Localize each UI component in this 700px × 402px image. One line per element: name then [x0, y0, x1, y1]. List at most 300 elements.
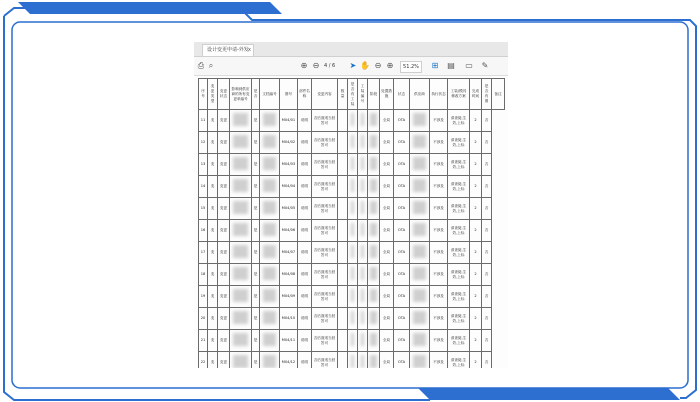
column-header: 是否有图	[482, 79, 492, 110]
zoom-in-icon[interactable]: ⊕	[386, 61, 394, 70]
cell-text: 说明	[300, 206, 309, 210]
redacted-value	[361, 245, 365, 258]
redacted-value	[233, 355, 248, 368]
table-cell	[394, 308, 410, 330]
column-header: 影响到供应商的所有变更单编号	[230, 79, 252, 110]
redacted-value	[361, 355, 365, 368]
redacted-value	[233, 223, 248, 236]
table-cell	[348, 264, 358, 286]
table-cell	[358, 132, 368, 154]
redacted-value	[263, 201, 277, 214]
table-cell	[482, 132, 492, 154]
table-cell	[230, 352, 252, 369]
table-row	[199, 110, 505, 132]
cell-text: 变更	[219, 316, 228, 320]
document-tab-title: 设计变更申请-外发	[207, 47, 249, 53]
cell-text: 全局	[382, 162, 391, 166]
table-cell	[218, 132, 230, 154]
redacted-value	[361, 179, 365, 192]
cell-text: 12	[200, 140, 206, 144]
table-cell	[358, 264, 368, 286]
redacted-value	[263, 113, 277, 126]
table-cell	[252, 220, 260, 242]
pen-icon[interactable]: ✎	[481, 61, 489, 70]
table-cell	[260, 110, 280, 132]
column-header: 工装编号	[358, 79, 368, 110]
table-cell	[380, 286, 394, 308]
table-cell	[260, 330, 280, 352]
cell-text: 变更	[219, 294, 228, 298]
cell-text: 是	[253, 118, 258, 122]
table-cell	[430, 264, 448, 286]
table-cell	[298, 330, 312, 352]
table-cell	[208, 154, 218, 176]
cell-text: 否	[484, 250, 489, 254]
table-cell	[448, 176, 470, 198]
table-cell	[312, 308, 338, 330]
cell-text: 否	[484, 118, 489, 122]
redacted-value	[361, 135, 365, 148]
cell-text: OTA	[397, 162, 406, 166]
table-cell	[394, 330, 410, 352]
table-cell	[260, 198, 280, 220]
highlight-icon[interactable]: ▤	[447, 61, 455, 70]
cell-text: 不涉及	[433, 338, 444, 342]
cell-text: 11	[200, 118, 206, 122]
cell-text: OTA	[397, 250, 406, 254]
table-cell	[358, 220, 368, 242]
cell-text: 全局	[382, 338, 391, 342]
cell-text: 说明	[300, 294, 309, 298]
table-cell	[348, 220, 358, 242]
cell-text: 请查阅,生效,上标	[450, 357, 467, 367]
table-cell	[358, 242, 368, 264]
cell-text: 2	[474, 118, 477, 122]
table-cell	[199, 198, 208, 220]
table-cell	[260, 308, 280, 330]
redacted-value	[370, 201, 377, 214]
table-cell	[208, 286, 218, 308]
redacted-value	[351, 245, 355, 258]
cell-text: 22	[200, 360, 206, 364]
cell-text: 否后面适当回答可	[313, 225, 336, 235]
redacted-value	[351, 267, 355, 280]
cell-text: 2	[474, 360, 477, 364]
table-cell	[298, 352, 312, 369]
redacted-value	[233, 179, 248, 192]
cell-text: M04/05	[281, 206, 296, 210]
redacted-value	[413, 157, 427, 170]
cell-text: 请查阅,生效,上标	[450, 159, 467, 169]
redacted-value	[413, 179, 427, 192]
table-cell	[252, 352, 260, 369]
table-cell	[199, 264, 208, 286]
table-cell	[208, 176, 218, 198]
redacted-value	[370, 355, 377, 368]
table-cell	[368, 242, 380, 264]
cell-text: 全局	[382, 360, 391, 364]
cell-text: 不涉及	[433, 360, 444, 364]
table-cell	[368, 330, 380, 352]
column-header: 执行状态	[430, 79, 448, 110]
cell-text: 15	[200, 206, 206, 210]
table-cell	[348, 110, 358, 132]
cell-text: 2	[474, 140, 477, 144]
cell-text: 否	[484, 206, 489, 210]
table-cell	[338, 330, 348, 352]
tab-bar	[194, 42, 508, 57]
cell-text: 2	[474, 316, 477, 320]
table-cell	[252, 286, 260, 308]
table-cell	[298, 220, 312, 242]
table-cell	[312, 286, 338, 308]
table-cell	[218, 198, 230, 220]
cell-text: 2	[474, 162, 477, 166]
table-cell	[208, 242, 218, 264]
table-cell	[470, 132, 482, 154]
table-cell	[260, 286, 280, 308]
hand-tool-icon[interactable]: ✋	[360, 61, 370, 70]
table-cell	[380, 308, 394, 330]
table-cell	[348, 154, 358, 176]
redacted-value	[233, 245, 248, 258]
comment-icon[interactable]: ▭	[465, 61, 473, 70]
cell-text: 全局	[382, 118, 391, 122]
cell-text: 说明	[300, 162, 309, 166]
table-cell	[470, 352, 482, 369]
cell-text: 变更	[219, 118, 228, 122]
redacted-value	[413, 245, 427, 258]
table-cell	[448, 330, 470, 352]
table-row	[199, 154, 505, 176]
cell-text: 2	[474, 206, 477, 210]
table-cell	[380, 132, 394, 154]
document-page	[194, 76, 508, 368]
cell-text: 是	[253, 162, 258, 166]
cell-text: M04/08	[281, 272, 296, 276]
cell-text: 否后面适当回答可	[313, 115, 336, 125]
table-cell	[348, 176, 358, 198]
cell-text: 是	[253, 228, 258, 232]
cell-text: 2	[474, 338, 477, 342]
table-cell	[380, 220, 394, 242]
table-cell	[348, 352, 358, 369]
table-cell	[208, 330, 218, 352]
cell-text: OTA	[397, 206, 406, 210]
redacted-value	[370, 223, 377, 236]
column-header: 文档编号	[260, 79, 280, 110]
cell-text: OTA	[397, 294, 406, 298]
table-cell	[218, 242, 230, 264]
table-row	[199, 242, 505, 264]
cell-text: 是	[253, 338, 258, 342]
table-cell	[218, 110, 230, 132]
table-cell	[410, 154, 430, 176]
cell-text: 变更	[219, 360, 228, 364]
redacted-value	[361, 223, 365, 236]
cell-text: 变	[210, 338, 215, 342]
table-cell	[430, 286, 448, 308]
cell-text: 请查阅,生效,上标	[450, 137, 467, 147]
table-cell	[470, 198, 482, 220]
redacted-value	[263, 245, 277, 258]
redacted-value	[233, 157, 248, 170]
table-cell	[368, 264, 380, 286]
cell-text: 是	[253, 206, 258, 210]
column-header: 图号	[280, 79, 298, 110]
redacted-value	[233, 289, 248, 302]
table-cell	[470, 242, 482, 264]
cell-text: M04/01	[281, 118, 296, 122]
redacted-value	[361, 201, 365, 214]
table-cell	[470, 308, 482, 330]
table-cell	[470, 220, 482, 242]
table-cell	[368, 110, 380, 132]
cell-text: 是	[253, 250, 258, 254]
table-cell	[358, 352, 368, 369]
table-cell	[338, 132, 348, 154]
table-cell	[410, 308, 430, 330]
table-cell	[298, 242, 312, 264]
document-tab[interactable]	[202, 44, 254, 56]
table-cell	[380, 352, 394, 369]
cell-text: 是	[253, 272, 258, 276]
cell-text: 变	[210, 294, 215, 298]
table-cell	[348, 132, 358, 154]
table-cell	[394, 242, 410, 264]
column-header: 状态	[394, 79, 410, 110]
table-cell	[252, 308, 260, 330]
table-cell	[199, 286, 208, 308]
cell-text: 否后面适当回答可	[313, 159, 336, 169]
cell-text: 说明	[300, 250, 309, 254]
print-icon[interactable]: ⎙	[197, 61, 205, 70]
cell-text: OTA	[397, 338, 406, 342]
redacted-value	[263, 135, 277, 148]
cell-text: 否	[484, 228, 489, 232]
cell-text: 2	[474, 184, 477, 188]
table-cell	[430, 132, 448, 154]
cell-text: 18	[200, 272, 206, 276]
cell-text: 否	[484, 272, 489, 276]
cell-text: OTA	[397, 360, 406, 364]
table-cell	[312, 154, 338, 176]
table-cell	[368, 286, 380, 308]
table-cell	[482, 220, 492, 242]
frame-bottom-tab	[418, 388, 680, 400]
table-cell	[312, 198, 338, 220]
cell-text: 变更	[219, 162, 228, 166]
redacted-value	[370, 311, 377, 324]
table-cell	[230, 176, 252, 198]
table-cell	[338, 176, 348, 198]
redacted-value	[351, 179, 355, 192]
table-cell	[252, 330, 260, 352]
table-cell	[338, 264, 348, 286]
cell-text: 是	[253, 294, 258, 298]
zoom-out-icon[interactable]: ⊖	[374, 61, 382, 70]
redacted-value	[413, 201, 427, 214]
table-cell	[208, 198, 218, 220]
page-down-icon[interactable]: ⊖	[312, 61, 320, 70]
redacted-value	[370, 245, 377, 258]
table-cell	[368, 176, 380, 198]
cell-text: 变	[210, 140, 215, 144]
cell-text: 14	[200, 184, 206, 188]
cell-text: 变更	[219, 250, 228, 254]
table-cell	[482, 242, 492, 264]
table-cell	[312, 132, 338, 154]
table-cell	[410, 176, 430, 198]
cell-text: 否后面适当回答可	[313, 137, 336, 147]
table-cell	[394, 176, 410, 198]
column-header: 备注	[492, 79, 505, 110]
table-cell	[312, 330, 338, 352]
table-cell	[230, 264, 252, 286]
table-cell	[260, 242, 280, 264]
table-cell	[430, 154, 448, 176]
column-header: 工装/模具修改方案	[448, 79, 470, 110]
zoom-level[interactable]: 51.2%	[400, 61, 422, 73]
table-cell	[280, 176, 298, 198]
table-cell	[230, 242, 252, 264]
toolbar	[194, 57, 508, 76]
table-cell	[348, 198, 358, 220]
table-cell	[482, 352, 492, 369]
page-up-icon[interactable]: ⊕	[300, 61, 308, 70]
redacted-value	[351, 135, 355, 148]
cell-text: 变	[210, 272, 215, 276]
cell-text: 变	[210, 250, 215, 254]
redacted-value	[361, 333, 365, 346]
table-cell	[394, 154, 410, 176]
table-cell	[260, 352, 280, 369]
table-cell	[380, 242, 394, 264]
cell-text: 说明	[300, 360, 309, 364]
cell-text: 说明	[300, 316, 309, 320]
redacted-value	[263, 157, 277, 170]
table-cell	[230, 308, 252, 330]
table-cell	[312, 242, 338, 264]
cell-text: OTA	[397, 316, 406, 320]
table-cell	[430, 198, 448, 220]
page-current[interactable]: 4	[324, 63, 328, 69]
table-cell	[252, 132, 260, 154]
cell-text: 请查阅,生效,上标	[450, 313, 467, 323]
table-cell	[230, 110, 252, 132]
cell-text: 否后面适当回答可	[313, 313, 336, 323]
table-cell	[348, 286, 358, 308]
redacted-value	[413, 135, 427, 148]
cell-text: 13	[200, 162, 206, 166]
table-row	[199, 264, 505, 286]
table-cell	[199, 154, 208, 176]
cell-text: 变	[210, 360, 215, 364]
cell-text: 变	[210, 184, 215, 188]
cell-text: 变更	[219, 140, 228, 144]
cell-text: 否	[484, 184, 489, 188]
table-cell	[298, 286, 312, 308]
cell-text: 变	[210, 316, 215, 320]
cell-text: 否后面适当回答可	[313, 357, 336, 367]
redacted-value	[413, 355, 427, 368]
redacted-value	[370, 333, 377, 346]
table-cell	[410, 330, 430, 352]
table-cell	[260, 154, 280, 176]
table-row	[199, 132, 505, 154]
redacted-value	[361, 289, 365, 302]
cell-text: M04/09	[281, 294, 296, 298]
table-cell	[199, 220, 208, 242]
cell-text: 否后面适当回答可	[313, 291, 336, 301]
select-cursor-icon[interactable]: ➤	[349, 61, 357, 70]
cell-text: 变更	[219, 184, 228, 188]
table-cell	[199, 308, 208, 330]
table-cell	[430, 110, 448, 132]
redacted-value	[233, 267, 248, 280]
table-cell	[312, 110, 338, 132]
redacted-value	[233, 311, 248, 324]
table-cell	[280, 154, 298, 176]
cell-text: 20	[200, 316, 206, 320]
table-cell	[252, 264, 260, 286]
table-cell	[312, 220, 338, 242]
table-cell	[338, 110, 348, 132]
table-cell	[482, 330, 492, 352]
table-cell	[338, 242, 348, 264]
column-header: 完成时间	[470, 79, 482, 110]
cell-text: 不涉及	[433, 162, 444, 166]
cell-text: 不涉及	[433, 250, 444, 254]
cell-text: 2	[474, 250, 477, 254]
cell-text: 否	[484, 140, 489, 144]
table-cell	[358, 176, 368, 198]
table-cell	[410, 132, 430, 154]
table-cell	[482, 264, 492, 286]
cell-text: OTA	[397, 184, 406, 188]
cell-text: 否	[484, 162, 489, 166]
table-cell	[448, 220, 470, 242]
table-cell	[430, 308, 448, 330]
cell-text: 变	[210, 162, 215, 166]
table-cell	[482, 176, 492, 198]
page-indicator[interactable]	[324, 61, 350, 71]
table-cell	[448, 308, 470, 330]
cell-text: OTA	[397, 140, 406, 144]
table-cell	[348, 330, 358, 352]
table-cell	[280, 132, 298, 154]
table-cell	[470, 110, 482, 132]
table-cell	[430, 176, 448, 198]
column-header: 数量	[338, 79, 348, 110]
table-cell	[199, 176, 208, 198]
table-cell	[280, 220, 298, 242]
table-cell	[448, 198, 470, 220]
table-cell	[470, 264, 482, 286]
table-cell	[280, 198, 298, 220]
cell-text: M04/06	[281, 228, 296, 232]
cell-text: 否	[484, 294, 489, 298]
column-header: 阶段	[368, 79, 380, 110]
table-cell	[482, 110, 492, 132]
close-tab-icon[interactable]: x	[248, 47, 251, 53]
table-cell	[380, 154, 394, 176]
search-icon[interactable]: ⌕	[208, 61, 214, 70]
fit-page-icon[interactable]: ⊞	[431, 61, 439, 70]
cell-text: 全局	[382, 184, 391, 188]
cell-text: 不涉及	[433, 140, 444, 144]
table-cell	[338, 220, 348, 242]
